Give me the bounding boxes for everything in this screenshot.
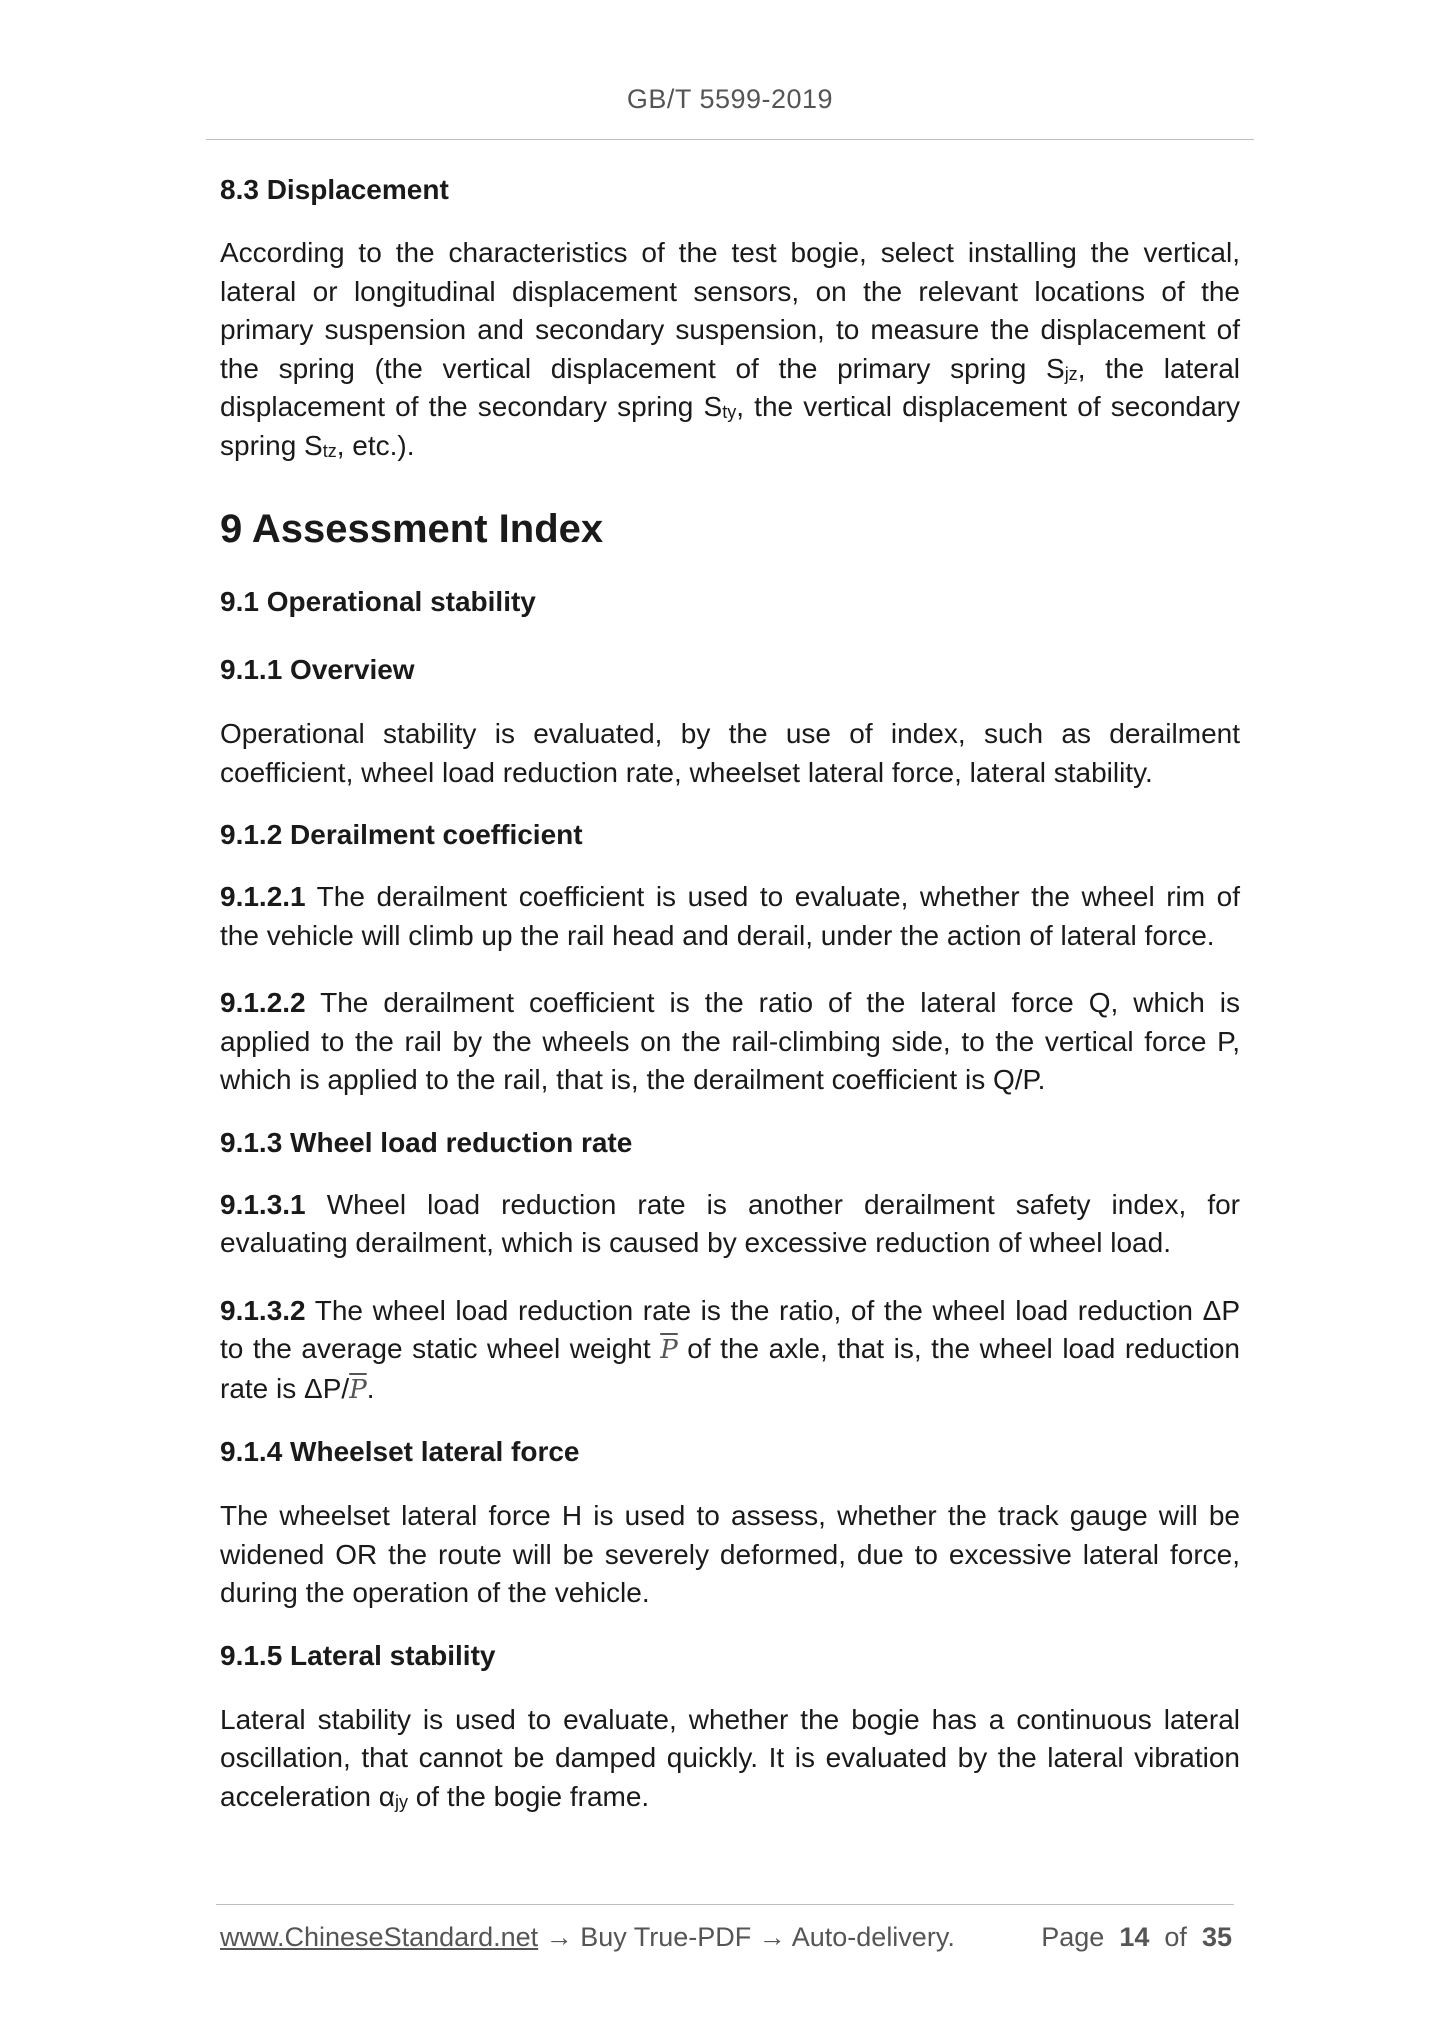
section-title-9-1-2: 9.1.2 Derailment coefficient — [220, 819, 583, 850]
clause-9-1-3-1 — [220, 1186, 1240, 1263]
footer-promo-text: → Buy True-PDF → Auto-delivery. — [538, 1922, 955, 1952]
footer-divider — [216, 1904, 1234, 1905]
document-body — [220, 165, 1240, 1816]
paragraph-9-1-4: The wheelset lateral force H is used to assess, whether the track gauge will be widened OR the route will be severely deformed, due to excessive lateral force, during the operation of the vehicle. — [220, 1500, 1240, 1608]
clause-number: 9.1.2.2 — [220, 987, 306, 1018]
section-title-8-3: 8.3 Displacement — [220, 174, 449, 205]
text-run: Wheel load reduction rate is another derailment safety index, for evaluating derailment, which is caused by excessive reduction of wheel load. — [220, 1188, 1240, 1258]
text-run: . — [366, 1372, 375, 1404]
section-title-9-1-3: 9.1.3 Wheel load reduction rate — [220, 1126, 633, 1158]
section-title-9-1-4: 9.1.4 Wheelset lateral force — [220, 1436, 580, 1467]
paragraph-9-1-5 — [220, 1701, 1240, 1817]
page-total: 35 — [1201, 1922, 1232, 1952]
text-run: , etc.). — [336, 429, 415, 461]
text-run: The derailment coefficient is the ratio of the lateral force Q, which is applied to the rail by the wheels on the rail-climbing side, to the vertical force P, which is applied to the rail, that is, the derailment coefficient is Q/P. — [220, 987, 1240, 1095]
page-number: 14 — [1119, 1922, 1150, 1952]
section-title-9: 9 Assessment Index — [220, 507, 604, 551]
text-run: , the vertical displacement of secondary spring S — [220, 391, 1240, 461]
page-footer — [220, 1922, 1232, 1953]
text-run: of the axle, that is, the wheel load reduction rate is ΔP/ — [220, 1333, 1240, 1404]
of-word: of — [1164, 1922, 1187, 1952]
paragraph-8-3 — [220, 234, 1240, 465]
text-run: The derailment coefficient is used to evaluate, whether the wheel rim of the vehicle will climb up the rail head and derail, under the action of lateral force. — [220, 881, 1240, 951]
p-bar-symbol: $\overline{P}$ — [349, 1374, 367, 1405]
chinesestandard-link[interactable]: www.ChineseStandard.net — [220, 1922, 539, 1952]
text-run: of the bogie frame. — [407, 1780, 650, 1812]
section-title-9-1: 9.1 Operational stability — [220, 586, 536, 617]
clause-number: 9.1.3.1 — [220, 1188, 306, 1220]
clause-9-1-2-2 — [220, 984, 1240, 1100]
p-bar-symbol: $\overline{P}$ — [660, 1335, 678, 1365]
clause-number: 9.1.2.1 — [220, 881, 306, 912]
clause-number: 9.1.3.2 — [220, 1294, 306, 1326]
section-title-9-1-5: 9.1.5 Lateral stability — [220, 1639, 496, 1671]
section-title-9-1-1: 9.1.1 Overview — [220, 654, 415, 685]
subscript: tz — [322, 440, 337, 461]
paragraph-9-1-1: Operational stability is evaluated, by the use of index, such as derailment coefficient, wheel load reduction rate, wheelset lateral force, lateral stability. — [220, 718, 1240, 788]
text-run: , the lateral displacement of the secondary spring S — [220, 352, 1240, 422]
text-run: According to the characteristics of the test bogie, select installing the vertical, lateral or longitudinal displacement sensors, on the relevant locations of the primary suspension and secondary suspension, to measure the displacement of the spring (the vertical displacement of the primary spring S — [220, 237, 1240, 384]
subscript: jz — [1064, 363, 1078, 384]
clause-9-1-3-2 — [220, 1292, 1240, 1410]
footer-promo — [220, 1922, 955, 1953]
text-run: Lateral stability is used to evaluate, whether the bogie has a continuous lateral oscillation, that cannot be damped quickly. It is evaluated by the lateral vibration acceleration α — [220, 1703, 1240, 1812]
subscript: ty — [722, 402, 737, 422]
page-word: Page — [1041, 1922, 1105, 1952]
clause-9-1-2-1 — [220, 878, 1240, 955]
text-run: The wheel load reduction rate is the ratio, of the wheel load reduction ΔP to the average static wheel weight — [220, 1294, 1240, 1364]
header-divider — [206, 139, 1254, 140]
page-indicator — [1041, 1922, 1232, 1953]
subscript: jy — [394, 1791, 408, 1812]
page-header-doc-code: GB/T 5599-2019 — [626, 84, 834, 114]
